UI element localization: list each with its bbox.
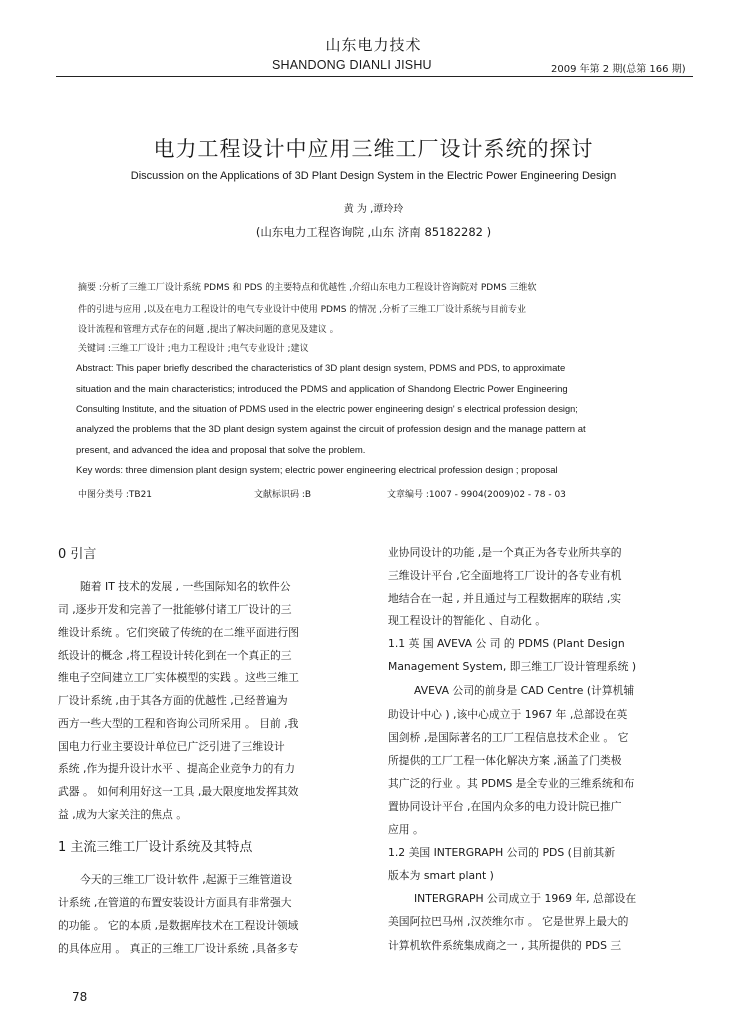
abstract-cn-line: 件的引进与应用 ,以及在电力工程设计的电气专业设计中使用 PDMS 的情况 ,分析了三维工厂设计系统与目前专业 (78, 305, 527, 315)
abstract-cn-line: 设计流程和管理方式存在的问题 ,提出了解决问题的意见及建议 。 (78, 325, 339, 335)
body-line: 厂设计系统 ,由于其各方面的优越性 ,已经普遍为 (58, 694, 288, 707)
body-line: 维电子空间建立工厂实体模型的实践 。这些三维工 (58, 671, 299, 684)
abstract-en-line: analyzed the problems that the 3D plant design system against the circuit of profession design and the manage pattern at (76, 424, 586, 435)
abstract-en-line: present, and advanced the idea and proposal that solve the problem. (76, 445, 366, 456)
body-line: 随着 IT 技术的发展 , 一些国际知名的软件公 (80, 580, 291, 593)
section-heading-1: 1 主流三维工厂设计系统及其特点 (58, 840, 253, 855)
page-number: 78 (72, 990, 88, 1004)
body-line: 的功能 。 它的本质 ,是数据库技术在工程设计领域 (58, 919, 299, 932)
keywords-en: Key words: three dimension plant design system; electric power engineering electrical profession design ; proposal (76, 465, 558, 476)
body-line: 益 ,成为大家关注的焦点 。 (58, 808, 188, 821)
body-line: 所提供的工厂工程一体化解决方案 ,涵盖了门类极 (388, 754, 622, 767)
body-line: 武器 。 如何利用好这一工具 ,最大限度地发挥其效 (58, 785, 299, 798)
section-heading-intro: 0 引言 (58, 547, 97, 562)
abstract-en-line: Consulting Institute, and the situation of PDMS used in the electric power engineering design' s electrical profession design; (76, 404, 578, 414)
body-line: 业协同设计的功能 ,是一个真正为各专业所共享的 (388, 546, 622, 559)
subsection-heading-1-1: Management System, 即三维工厂设计管理系统 ) (388, 660, 637, 673)
body-line: 地结合在一起 , 并且通过与工程数据库的联结 ,实 (388, 592, 622, 605)
subsection-heading-1-2: 1.2 美国 INTERGRAPH 公司的 PDS (目前其新 (388, 846, 616, 859)
abstract-cn-line: 摘要 :分析了三维工厂设计系统 PDMS 和 PDS 的主要特点和优越性 ,介绍山东电力工程设计咨询院对 PDMS 三维软 (78, 283, 537, 293)
affiliation: (山东电力工程咨询院 ,山东 济南 85182282 ) (255, 225, 492, 239)
body-line: 其广泛的行业 。其 PDMS 是全专业的三维系统和布 (388, 777, 635, 790)
journal-name-cn: 山东电力技术 (325, 36, 422, 54)
body-line: AVEVA 公司的前身是 CAD Centre (计算机辅 (414, 684, 635, 697)
body-line: 现工程设计的智能化 、自动化 。 (388, 614, 547, 627)
body-line: 司 ,逐步开发和完善了一批能够付诸工厂设计的三 (58, 603, 292, 616)
article-title-cn: 电力工程设计中应用三维工厂设计系统的探讨 (153, 137, 594, 161)
article-title-en: Discussion on the Applications of 3D Plant Design System in the Electric Power Engineering Design (130, 170, 617, 182)
body-line: 美国阿拉巴马州 ,汉茨维尔市 。 它是世界上最大的 (388, 915, 629, 928)
body-line: 计算机软件系统集成商之一 , 其所提供的 PDS 三 (388, 939, 622, 952)
body-line: 的具体应用 。 真正的三维工厂设计系统 ,具备多专 (58, 942, 299, 955)
subsection-heading-1-1: 1.1 英 国 AVEVA 公 司 的 PDMS (Plant Design (388, 637, 625, 650)
abstract-en-line: Abstract: This paper briefly described the characteristics of 3D plant design system, PDMS and PDS, to approximate (76, 363, 566, 374)
body-line: 西方一些大型的工程和咨询公司所采用 。 目前 ,我 (58, 717, 299, 730)
body-line: 系统 ,作为提升设计水平 、提高企业竞争力的有力 (58, 762, 296, 775)
body-line: 应用 。 (388, 823, 424, 836)
issue-info: 2009 年第 2 期(总第 166 期) (551, 64, 686, 75)
clc-number: 中图分类号 :TB21 (78, 490, 153, 500)
article-number: 文章编号 :1007 - 9904(2009)02 - 78 - 03 (387, 490, 566, 500)
body-line: 国剑桥 ,是国际著名的工厂工程信息技术企业 。 它 (388, 731, 629, 744)
body-line: 国电力行业主要设计单位已广泛引进了三维设计 (58, 740, 285, 753)
body-line: 今天的三维工厂设计软件 ,起源于三维管道设 (80, 873, 293, 886)
subsection-heading-1-2: 版本为 smart plant ) (388, 869, 494, 882)
journal-name-en: SHANDONG DIANLI JISHU (272, 58, 432, 72)
header-rule (56, 76, 693, 77)
body-line: 计系统 ,在管道的布置安装设计方面具有非常强大 (58, 896, 292, 909)
keywords-cn: 关键词 :三维工厂设计 ;电力工程设计 ;电气专业设计 ;建议 (78, 344, 309, 354)
body-line: 纸设计的概念 ,将工程设计转化到在一个真正的三 (58, 649, 292, 662)
body-line: INTERGRAPH 公司成立于 1969 年, 总部设在 (414, 892, 637, 905)
body-line: 维设计系统 。它们突破了传统的在二维平面进行图 (58, 626, 299, 639)
authors: 黄 为 ,谭玲玲 (343, 204, 404, 215)
body-line: 置协同设计平台 ,在国内众多的电力设计院已推广 (388, 800, 622, 813)
body-line: 助设计中心 ) ,该中心成立于 1967 年 ,总部设在英 (388, 708, 628, 721)
body-line: 三维设计平台 ,它全面地将工厂设计的各专业有机 (388, 569, 622, 582)
document-code: 文献标识码 :B (254, 490, 312, 500)
abstract-en-line: situation and the main characteristics; introduced the PDMS and application of Shandong Electric Power Engineering (76, 384, 568, 395)
